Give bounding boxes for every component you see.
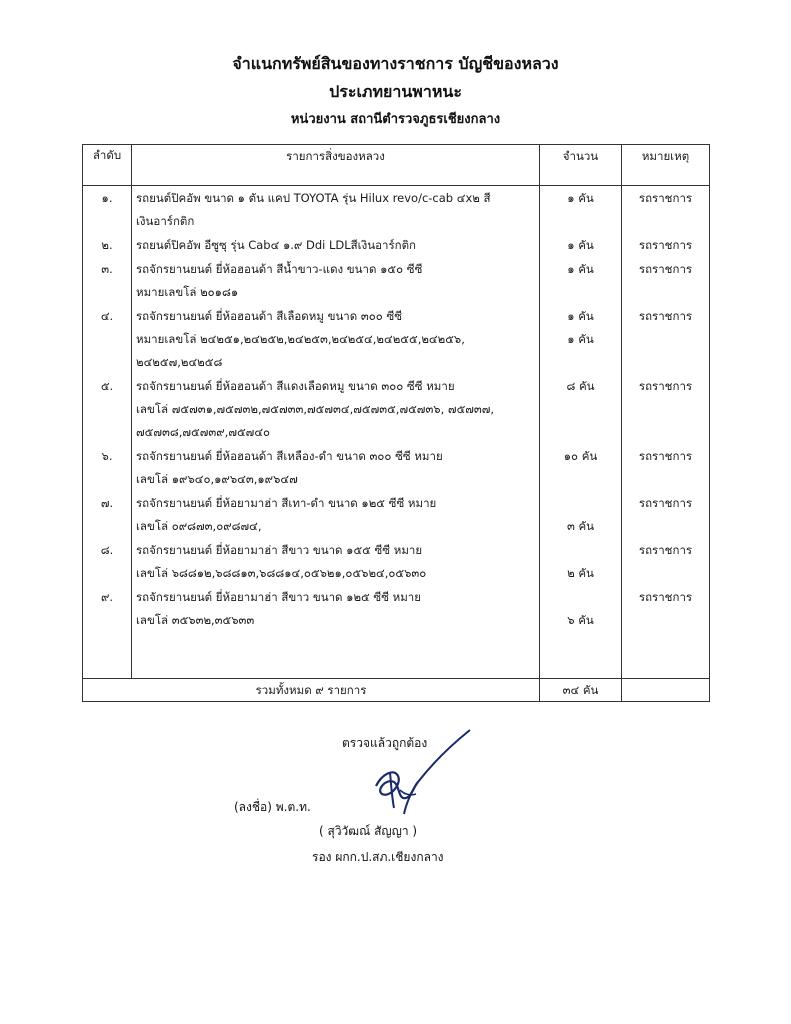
row-number: ๔. (83, 304, 132, 374)
row-qty (540, 538, 622, 585)
table-row (83, 233, 710, 257)
qty-line: ๓ คัน (566, 519, 595, 533)
document-subtitle: ประเภทยานพาหนะ (329, 82, 462, 101)
table-row (83, 374, 710, 444)
row-number: ๖. (83, 444, 132, 491)
qty-line: ๑ คัน (567, 238, 594, 252)
item-line: หมายเลขโล่ ๒๔๒๕๑,๒๔๒๕๒,๒๔๒๕๓,๒๔๒๕๔,๒๔๒๕๕,๒๔๒๕๖, (136, 332, 465, 346)
table-total-row (83, 679, 710, 702)
table-row (83, 444, 710, 491)
qty-line: ๑ คัน (567, 309, 594, 323)
row-number: ๒. (83, 233, 132, 257)
signer-position: รอง ผกก.ป.สภ.เชียงกลาง (312, 850, 444, 864)
row-qty (540, 257, 622, 304)
item-line: เลขโล่ ๓๕๖๓๒,๓๕๖๓๓ (136, 613, 255, 627)
item-line: รถจักรยานยนต์ ยี่ห้อยามาฮ่า สีขาว ขนาด ๑๒๕ ซีซี หมาย (136, 590, 422, 604)
row-note: รถราชการ (622, 186, 710, 234)
table-row (83, 304, 710, 374)
document-title: จำแนกทรัพย์สินของทางราชการ บัญชีของหลวง (232, 54, 559, 73)
qty-line (544, 539, 617, 562)
row-number: ๙. (83, 585, 132, 632)
empty-cell (622, 679, 710, 702)
item-line: หมายเลขโล่ ๒๐๑๘๑ (136, 285, 239, 299)
total-qty: ๓๔ คัน (540, 679, 622, 702)
row-number: ๗. (83, 491, 132, 538)
verification-text: ตรวจแล้วถูกต้อง (342, 736, 428, 750)
column-header-note: หมายเหตุ (622, 145, 710, 186)
item-line: รถจักรยานยนต์ ยี่ห้อยามาฮ่า สีเทา-ดำ ขนาด ๑๒๕ ซีซี หมาย (136, 496, 437, 510)
table-row (83, 186, 710, 234)
qty-line (544, 586, 617, 609)
row-note: รถราชการ (622, 374, 710, 444)
column-header-no: ลำดับ (83, 145, 132, 186)
signer-rank: (ลงชื่อ) พ.ต.ท. (234, 800, 311, 814)
empty-cell (540, 632, 622, 679)
handwritten-signature (360, 724, 480, 824)
empty-cell (622, 632, 710, 679)
item-line: ๗๕๗๓๘,๗๕๗๓๙,๗๕๗๔๐ (136, 425, 271, 439)
qty-line: ๑๐ คัน (563, 449, 598, 463)
row-note: รถราชการ (622, 233, 710, 257)
item-line: รถยนต์ปิคอัพ อีซูซุ รุ่น Cab๔ ๑.๙ Ddi LDLสีเงินอาร์กติก (136, 238, 417, 252)
row-item (132, 538, 540, 585)
table-row (83, 491, 710, 538)
row-number: ๓. (83, 257, 132, 304)
table-row (83, 257, 710, 304)
row-item (132, 585, 540, 632)
inventory-table (82, 144, 710, 702)
row-item (132, 186, 540, 234)
row-note: รถราชการ (622, 538, 710, 585)
qty-line: ๖ คัน (567, 613, 594, 627)
item-line: เลขโล่ ๐๙๘๗๓,๐๙๘๗๔, (136, 519, 262, 533)
row-item (132, 491, 540, 538)
item-line: รถยนต์ปิคอัพ ขนาด ๑ ตัน แคป TOYOTA รุ่น Hilux revo/c-cab ๔x๒ สี (136, 191, 491, 205)
row-item (132, 233, 540, 257)
table-body (83, 186, 710, 702)
row-note: รถราชการ (622, 257, 710, 304)
table-header-row (83, 145, 710, 186)
table-row (83, 538, 710, 585)
qty-line: ๑ คัน (567, 191, 594, 205)
signer-name: ( สุวิวัฒณ์ สัญญา ) (319, 824, 418, 838)
table-row (83, 585, 710, 632)
row-qty (540, 491, 622, 538)
item-line: ๒๔๒๕๗,๒๔๒๕๘ (136, 355, 223, 369)
item-line: เลขโล่ ๖๘๘๑๒,๖๘๘๑๓,๖๘๘๑๔,๐๕๖๒๑,๐๕๖๒๔,๐๕๖๓๐ (136, 566, 427, 580)
unit-label: หน่วยงาน สถานีตำรวจภูธรเชียงกลาง (290, 112, 501, 127)
qty-line: ๑ คัน (567, 262, 594, 276)
qty-line (544, 492, 617, 515)
row-note: รถราชการ (622, 304, 710, 374)
row-number: ๘. (83, 538, 132, 585)
total-label: รวมทั้งหมด ๙ รายการ (83, 679, 540, 702)
qty-line: ๘ คัน (566, 379, 595, 393)
empty-cell (132, 632, 540, 679)
item-line: รถจักรยานยนต์ ยี่ห้อฮอนด้า สีน้ำขาว-แดง ขนาด ๑๕๐ ซีซี (136, 262, 423, 276)
row-qty (540, 444, 622, 491)
empty-cell (83, 632, 132, 679)
table-spacer-row (83, 632, 710, 679)
item-line: รถจักรยานยนต์ ยี่ห้อยามาฮ่า สีขาว ขนาด ๑๕๕ ซีซี หมาย (136, 543, 423, 557)
row-item (132, 257, 540, 304)
row-note: รถราชการ (622, 585, 710, 632)
row-qty (540, 186, 622, 234)
row-item (132, 444, 540, 491)
row-number: ๕. (83, 374, 132, 444)
column-header-qty: จำนวน (540, 145, 622, 186)
row-note: รถราชการ (622, 491, 710, 538)
row-item (132, 374, 540, 444)
row-qty (540, 304, 622, 374)
qty-line: ๒ คัน (567, 566, 594, 580)
column-header-item: รายการสิ่งของหลวง (132, 145, 540, 186)
row-note: รถราชการ (622, 444, 710, 491)
item-line: รถจักรยานยนต์ ยี่ห้อฮอนด้า สีเลือดหมู ขนาด ๓๐๐ ซีซี (136, 309, 403, 323)
item-line: เลขโล่ ๗๕๗๓๑,๗๕๗๓๒,๗๕๗๓๓,๗๕๗๓๔,๗๕๗๓๕,๗๕๗๓๖, ๗๕๗๓๗, (136, 402, 495, 416)
row-qty (540, 585, 622, 632)
row-number: ๑. (83, 186, 132, 234)
row-qty (540, 374, 622, 444)
qty-line: ๑ คัน (567, 332, 594, 346)
item-line: เงินอาร์กติก (136, 214, 195, 228)
item-line: รถจักรยานยนต์ ยี่ห้อฮอนด้า สีเหลือง-ดำ ขนาด ๓๐๐ ซีซี หมาย (136, 449, 443, 463)
row-item (132, 304, 540, 374)
item-line: เลขโล่ ๑๙๖๔๐,๑๙๖๔๓,๑๙๖๔๗ (136, 472, 298, 486)
row-qty (540, 233, 622, 257)
item-line: รถจักรยานยนต์ ยี่ห้อฮอนด้า สีแดงเลือดหมู ขนาด ๓๐๐ ซีซี หมาย (136, 379, 455, 393)
